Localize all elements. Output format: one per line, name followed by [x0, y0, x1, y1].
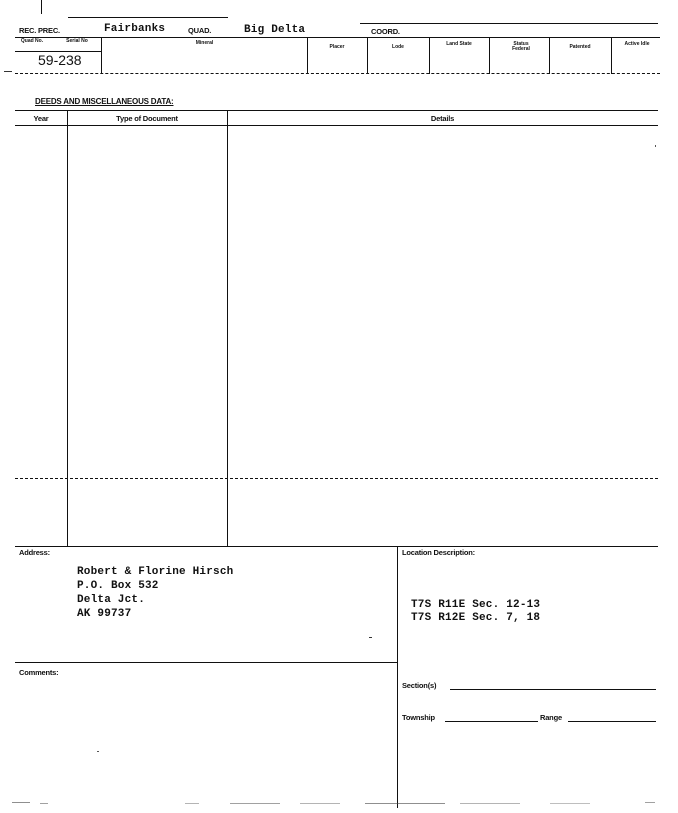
- location-line-1: T7S R11E Sec. 12-13: [411, 599, 541, 611]
- deeds-col-details: Details: [430, 114, 455, 123]
- location-line-2: T7S R12E Sec. 7, 18: [411, 612, 541, 624]
- col-divider: [489, 38, 490, 74]
- rec-prec-label: REC. PREC.: [19, 26, 60, 35]
- bottom-section-rule: [15, 546, 658, 547]
- range-fill-line: [568, 721, 656, 722]
- deeds-col-divider: [227, 111, 228, 546]
- scan-noise: [12, 802, 30, 803]
- col-active-idle: Active Idle: [624, 41, 650, 47]
- scan-noise: [365, 803, 445, 804]
- deeds-section-title: DEEDS AND MISCELLANEOUS DATA:: [35, 97, 174, 106]
- col-mineral: Mineral: [195, 40, 214, 46]
- col-divider: [549, 38, 550, 74]
- col-land-state: Land State: [446, 41, 472, 47]
- col-divider: [611, 38, 612, 74]
- col-divider: [429, 38, 430, 74]
- address-line-2: P.O. Box 532: [77, 580, 159, 592]
- address-line-4: AK 99737: [77, 608, 132, 620]
- address-line-3: Delta Jct.: [77, 594, 146, 606]
- scan-noise: [645, 802, 655, 803]
- scan-noise: [185, 803, 199, 804]
- deeds-header-rule: [15, 125, 658, 126]
- township-fill-line: [445, 721, 538, 722]
- quad-serial-value: 59-238: [38, 52, 82, 68]
- header-top-rule-right: [360, 23, 658, 24]
- scan-noise: [40, 803, 48, 804]
- comments-label: Comments:: [19, 668, 59, 677]
- deeds-continuation-rule: [15, 478, 658, 479]
- col-divider: [307, 38, 308, 74]
- bottom-center-divider: [397, 546, 398, 808]
- col-patented: Patented: [569, 44, 591, 50]
- range-label: Range: [540, 713, 562, 722]
- scan-noise: [550, 803, 590, 804]
- scan-dot: [369, 637, 372, 638]
- deeds-col-divider: [67, 111, 68, 546]
- quad-label: QUAD.: [188, 26, 212, 35]
- scan-noise: [300, 803, 340, 804]
- address-line-1: Robert & Florine Hirsch: [77, 566, 234, 578]
- col-divider: [101, 38, 102, 74]
- scan-dot: [97, 751, 99, 752]
- binder-mark: [41, 0, 42, 14]
- col-status-federal: Status Federal: [512, 41, 530, 52]
- scan-dot: [655, 145, 656, 147]
- quad-value: Big Delta: [244, 24, 306, 36]
- location-label: Location Description:: [402, 548, 475, 557]
- col-divider: [367, 38, 368, 74]
- scan-noise: [460, 803, 520, 804]
- header-top-rule: [68, 17, 228, 18]
- deeds-col-year: Year: [33, 114, 49, 123]
- sections-label: Section(s): [402, 681, 437, 690]
- coord-label: COORD.: [371, 27, 400, 36]
- scan-mark: [4, 71, 12, 72]
- scan-noise: [230, 803, 280, 804]
- address-label: Address:: [19, 548, 50, 557]
- col-serial-no: Serial No: [66, 38, 88, 44]
- township-label: Township: [402, 713, 435, 722]
- col-quad-no: Quad No.: [20, 38, 44, 44]
- header-table-bottom: [15, 73, 660, 74]
- header-bottom-rule: [15, 37, 660, 38]
- deeds-top-rule: [15, 110, 658, 111]
- col-lode: Lode: [392, 44, 404, 50]
- sections-fill-line: [450, 689, 656, 690]
- deeds-col-type: Type of Document: [116, 114, 178, 123]
- col-placer: Placer: [329, 44, 345, 50]
- rec-prec-value: Fairbanks: [104, 23, 166, 35]
- address-bottom-rule: [15, 662, 397, 663]
